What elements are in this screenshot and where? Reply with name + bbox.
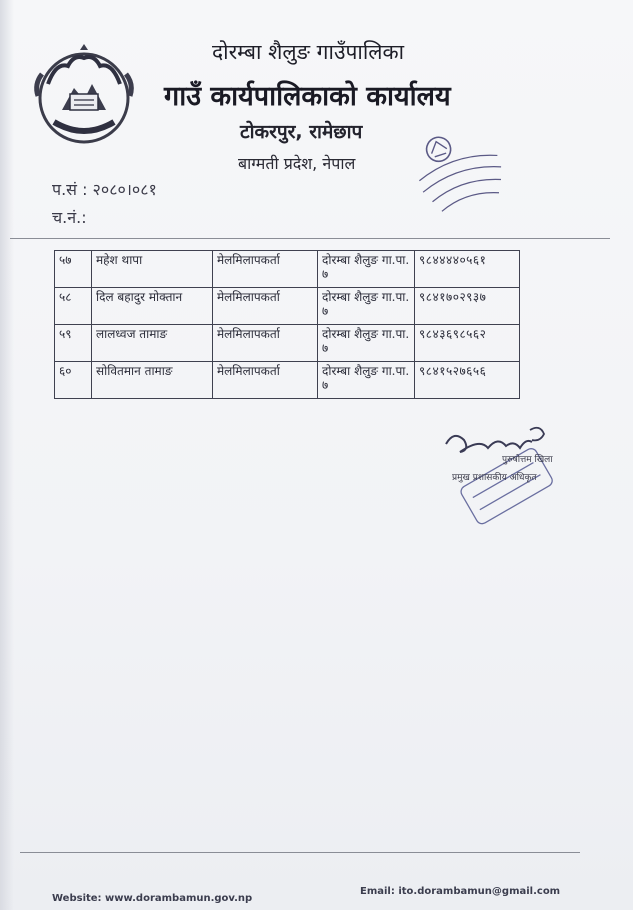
mediators-table-body [55,251,520,399]
member-role: मेलमिलापकर्ता [213,251,318,288]
member-name: सोवितमान तामाङ [92,362,213,399]
member-role: मेलमिलापकर्ता [213,288,318,325]
member-role: मेलमिलापकर्ता [213,325,318,362]
municipality-name: दोरम्बा शैलुङ गाउँपालिका [212,40,405,64]
row-number: ५७ [55,251,92,288]
member-name: लालध्वज तामाङ [92,325,213,362]
member-phone: ९८४१५२७६५६ [415,362,520,399]
table-row [55,325,520,362]
email-link[interactable]: Email: ito.dorambamun@gmail.com [360,886,561,897]
member-phone: ९८४४४४०५६१ [415,251,520,288]
member-name: महेश थापा [92,251,213,288]
website-link[interactable]: Website: www.dorambamun.gov.np [52,893,253,904]
member-phone: ९८४१७०२९३७ [415,288,520,325]
signatory-title: प्रमुख प्रशासकीय अधिकृत [452,473,537,483]
office-location: टोकरपुर, रामेछाप [240,121,363,143]
member-phone: ९८४३६९८५६२ [415,325,520,362]
office-title: गाउँ कार्यपालिकाको कार्यालय [164,81,451,112]
official-stamp-icon [404,122,514,218]
member-name: दिल बहादुर मोक्तान [92,288,213,325]
table-row [55,288,520,325]
header-divider [10,238,610,239]
table-row [55,251,520,288]
signatory-name: पुरुषोत्तम खिला [502,455,553,465]
nepal-emblem-icon [28,44,140,148]
dispatch-number: च.नं.: [52,208,87,227]
province-name: बाग्मती प्रदेश, नेपाल [238,154,356,173]
member-address: दोरम्बा शैलुङ गा.पा. ७ [318,362,415,399]
row-number: ६० [55,362,92,399]
row-number: ५९ [55,325,92,362]
footer-divider [20,852,580,853]
mediators-table [54,250,520,399]
member-address: दोरम्बा शैलुङ गा.पा. ७ [318,325,415,362]
member-address: दोरम्बा शैलुङ गा.पा. ७ [318,251,415,288]
letter-number: प.सं : २०८०।०८१ [52,180,157,199]
member-role: मेलमिलापकर्ता [213,362,318,399]
member-address: दोरम्बा शैलुङ गा.पा. ७ [318,288,415,325]
table-row [55,362,520,399]
page-shadow [0,0,14,910]
row-number: ५८ [55,288,92,325]
